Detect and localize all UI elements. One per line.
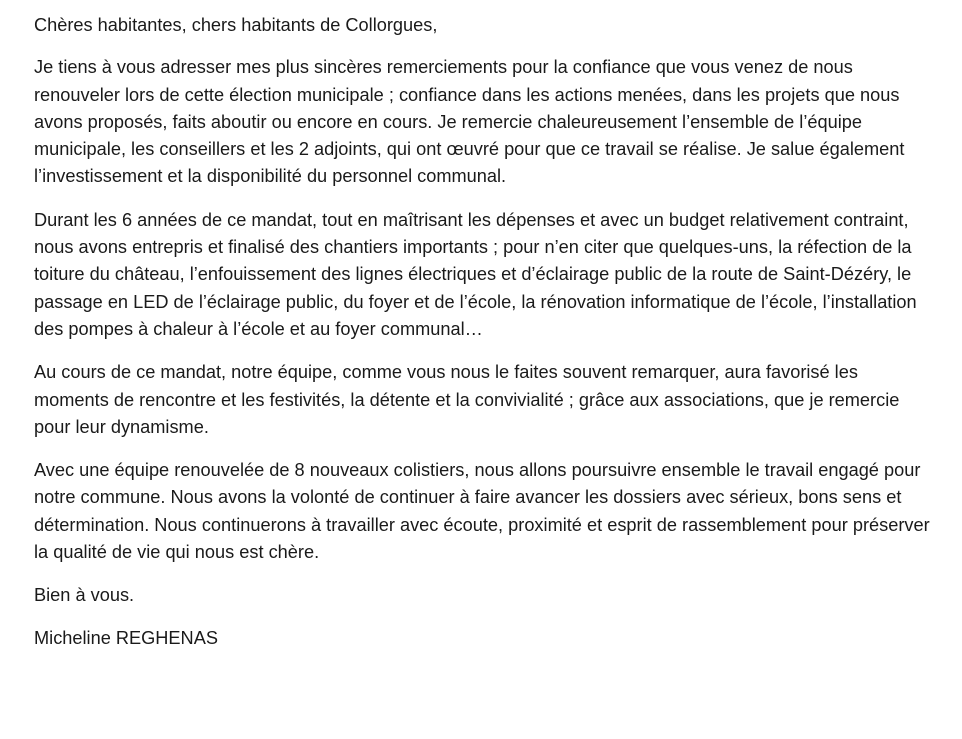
letter-body: [34, 12, 934, 667]
letter-closing: Bien à vous.: [34, 585, 135, 606]
letter-paragraph-future: Avec une équipe renouvelée de 8 nouveaux colistiers, nous allons poursuivre ensemble le travail engagé pour notre commune. Nous avons la volonté de continuer à faire avancer les dossiers avec sérieux, bons sens et détermination. Nous continuerons à travailler avec écoute, proximité et esprit de rassemblement pour préserver la qualité de vie qui nous est chère.: [34, 460, 930, 563]
letter-paragraph-festivities: Au cours de ce mandat, notre équipe, comme vous nous le faites souvent remarquer, aura favorisé les moments de rencontre et les festivités, la détente et la convivialité ; grâce aux associations, que je remercie pour leur dynamisme.: [34, 362, 900, 437]
letter-signature: Micheline REGHENAS: [34, 627, 218, 648]
letter-greeting: Chères habitantes, chers habitants de Collorgues,: [34, 15, 438, 35]
letter-paragraph-thanks: Je tiens à vous adresser mes plus sincères remerciements pour la confiance que vous venez de nous renouveler lors de cette élection municipale ; confiance dans les actions menées, dans les projets que nous avons proposés, faits aboutir ou encore en cours. Je remercie chaleureusement l’ensemble de l’équipe municipale, les conseillers et les 2 adjoints, qui ont œuvré pour que ce travail se réalise. Je salue également l’investissement et la disponibilité du personnel communal.: [34, 57, 905, 187]
letter-paragraph-projects: Durant les 6 années de ce mandat, tout en maîtrisant les dépenses et avec un budget relativement contraint, nous avons entrepris et finalisé des chantiers importants ; pour n’en citer que quelques-uns, la réfection de la toiture du château, l’enfouissement des lignes électriques et d’éclairage public de la route de Saint-Dézéry, le passage en LED de l’éclairage public, du foyer et de l’école, la rénovation informatique de l’école, l’installation des pompes à chaleur à l’école et au foyer communal…: [34, 209, 917, 339]
